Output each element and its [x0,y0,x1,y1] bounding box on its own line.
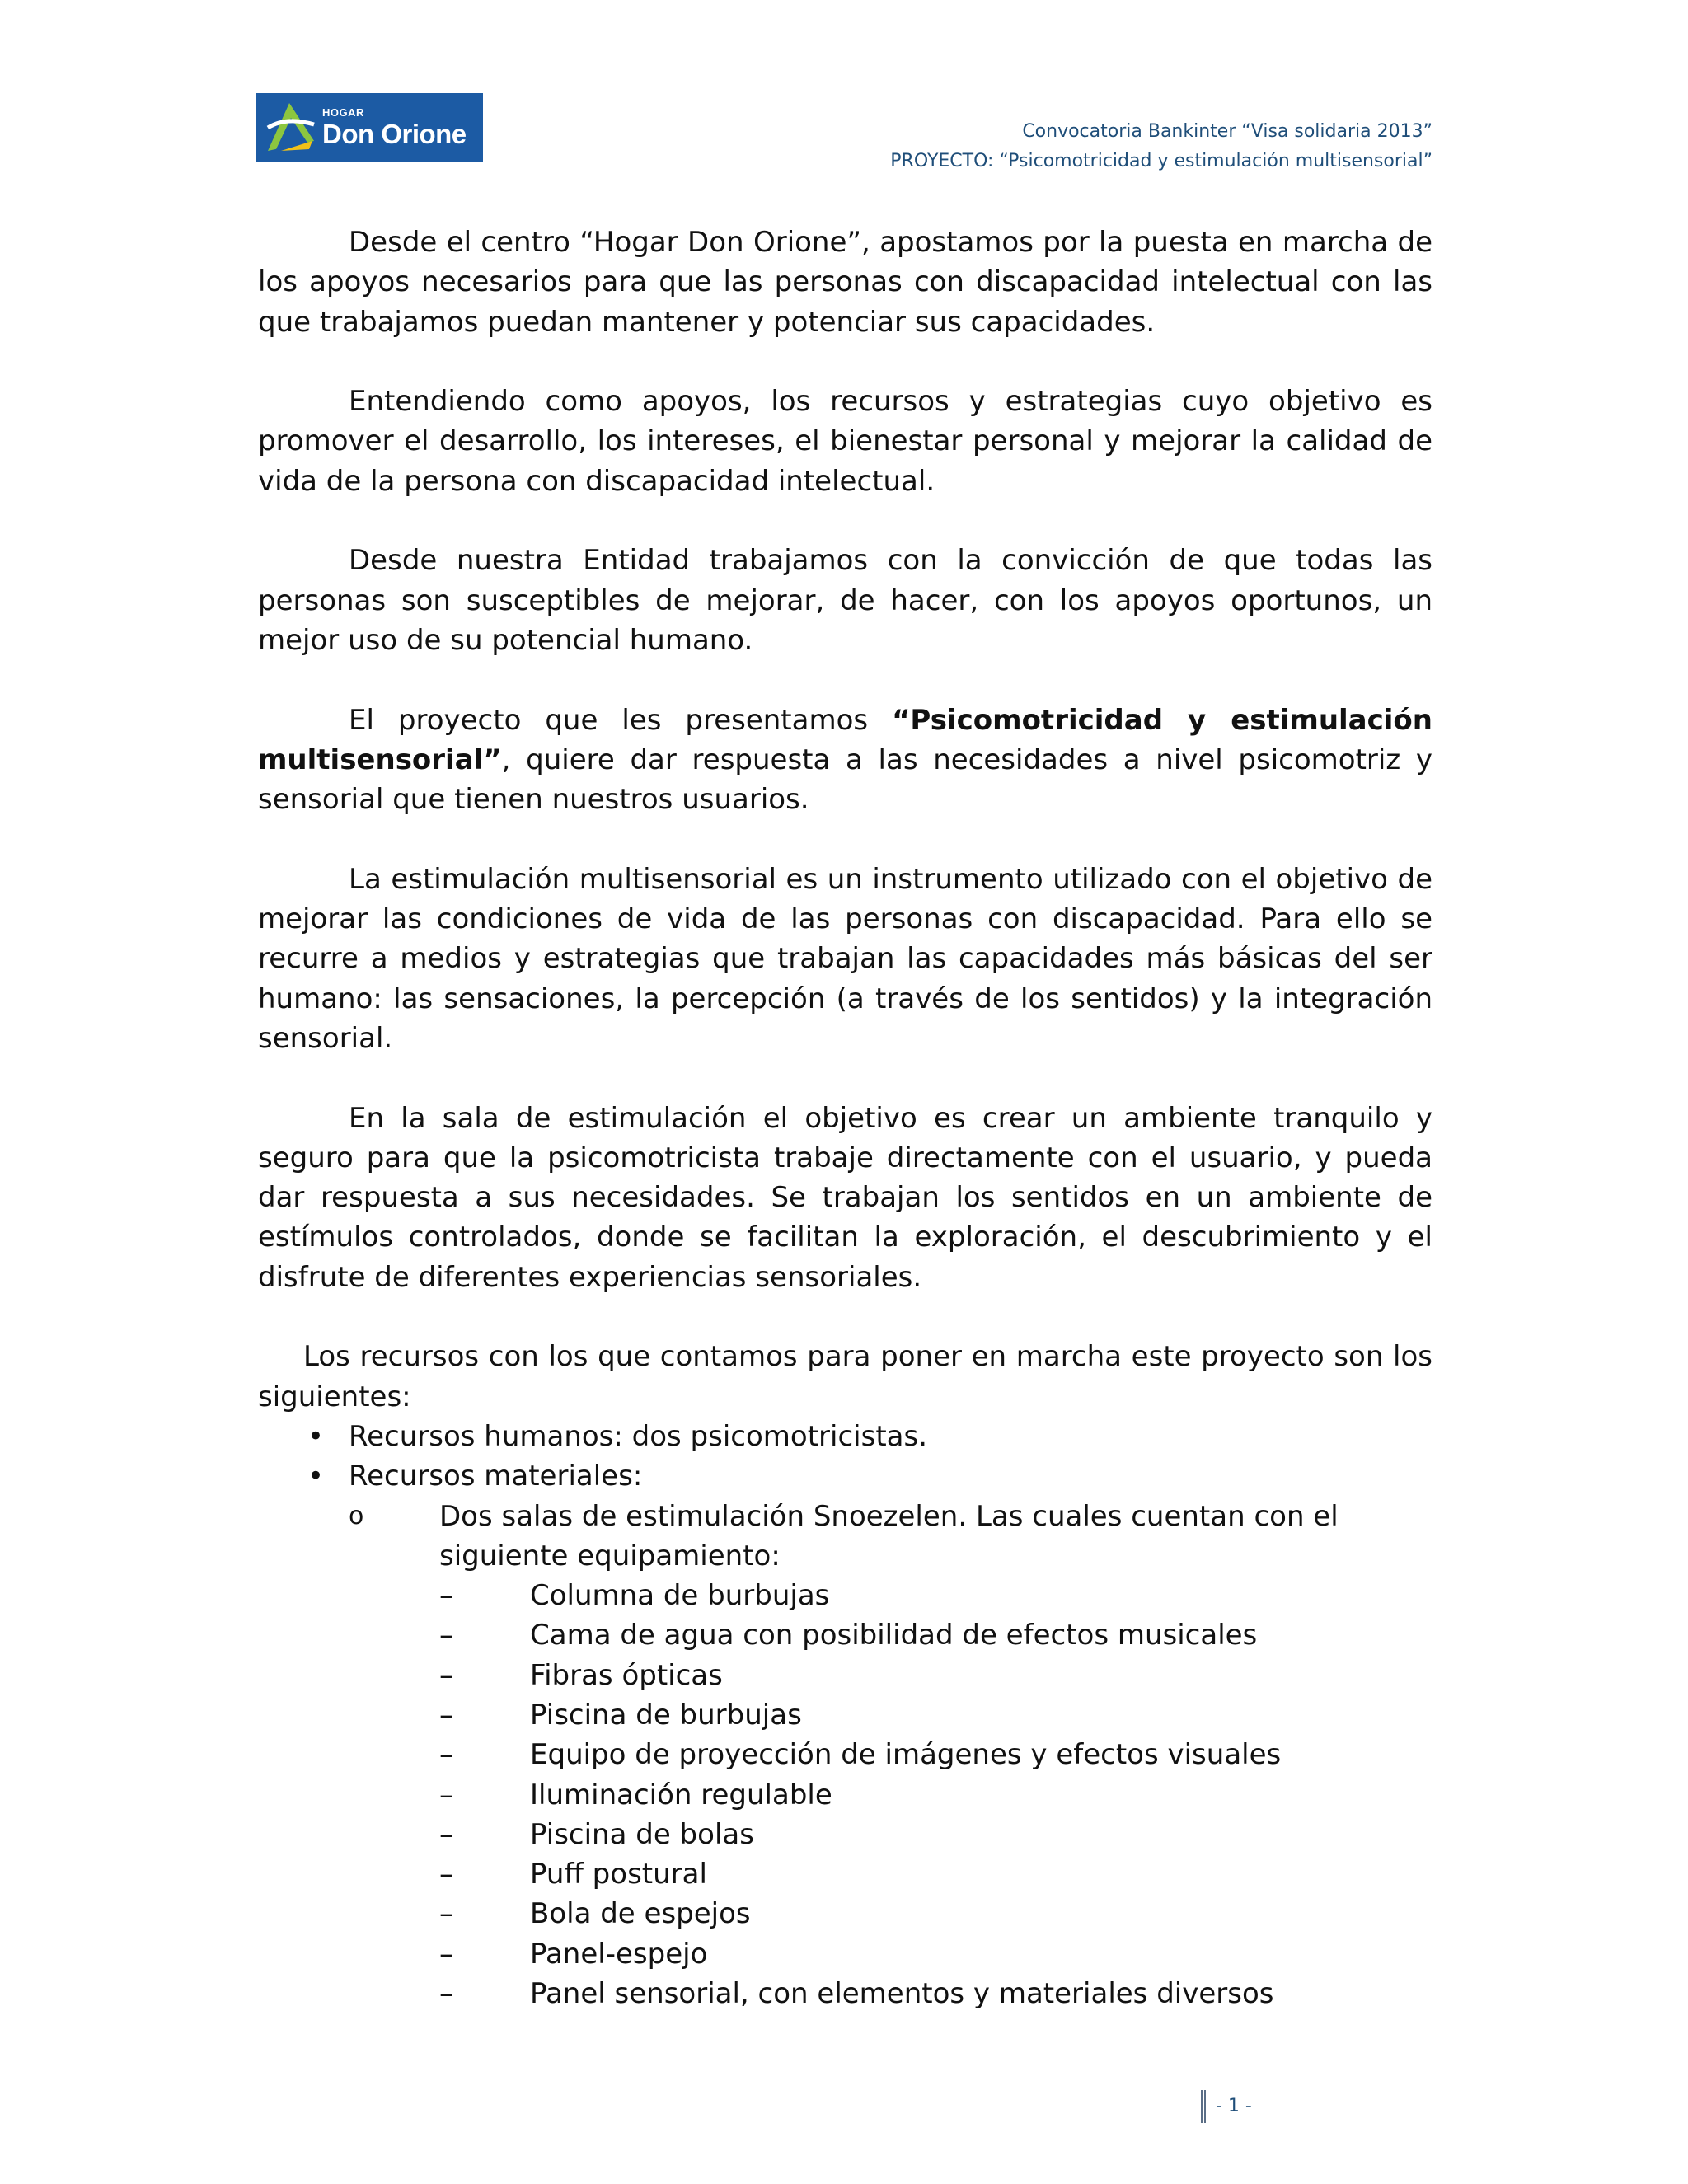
paragraph-5: La estimulación multisensorial es un instrumento utilizado con el objetivo de mejorar las condiciones de vida de las personas con discapacidad. Para ello se recurre a medios y estrategias que trabajan las capacidades más básicas del ser humano: las sensaciones, la percepción (a través de los sentidos) y la integración sensorial. [258,862,1432,1055]
logo-big-text: Don Orione [322,119,467,149]
equipment-item-text: Panel-espejo [530,1937,708,1971]
circle-marker: o [349,1501,364,1530]
logo-small-text: HOGAR [322,106,364,119]
equipment-item [439,1854,1432,1894]
header-line-1: Convocatoria Bankinter “Visa solidaria 2013” [1022,121,1432,142]
dash-marker: – [439,1937,453,1971]
equipment-item-text: Puff postural [530,1858,707,1891]
equipment-list [439,1576,1432,2013]
bullet-marker: • [307,1460,325,1493]
dash-marker: – [439,1698,453,1732]
sublist-item-text: Dos salas de estimulación Snoezelen. Las cuales cuentan con el siguiente equipamiento: [439,1499,1339,1572]
equipment-item [439,1934,1432,1974]
document-body [258,223,1432,2013]
equipment-item-text: Fibras ópticas [530,1658,723,1692]
list-item [258,1417,1432,1456]
equipment-item-text: Iluminación regulable [530,1778,832,1811]
equipment-item [439,1615,1432,1655]
dash-marker: – [439,1817,453,1851]
dash-marker: – [439,1619,453,1652]
equipment-item-text: Bola de espejos [530,1897,751,1931]
materials-sublist [349,1497,1432,2014]
header-line-2: PROYECTO: “Psicomotricidad y estimulación multisensorial” [890,151,1432,171]
equipment-item-text: Piscina de burbujas [530,1698,802,1732]
list-item [258,1456,1432,2013]
paragraph-4-rest: , quiere dar respuesta a las necesidades a nivel psicomotriz y sensorial que tienen nuestros usuarios. [258,743,1432,817]
list-item-text: Recursos humanos: dos psicomotricistas. [349,1419,928,1453]
equipment-item [439,1576,1432,1615]
dash-marker: – [439,1977,453,2011]
paragraph-2: Entendiendo como apoyos, los recursos y estrategias cuyo objetivo es promover el desarrollo, los intereses, el bienestar personal y mejorar la calidad de vida de la persona con discapacidad intelectual. [258,385,1432,498]
dash-marker: – [439,1658,453,1692]
hogar-don-orione-logo [256,93,483,162]
dash-marker: – [439,1738,453,1772]
dash-marker: – [439,1897,453,1931]
equipment-item-text: Piscina de bolas [530,1817,754,1851]
equipment-item-text: Cama de agua con posibilidad de efectos musicales [530,1619,1258,1652]
paragraph-4 [258,701,1432,820]
equipment-item [439,1656,1432,1695]
project-title: “Psicomotricidad y estimulación multisensorial” [258,703,1432,776]
logo-mark-icon [265,100,317,154]
equipment-item [439,1894,1432,1933]
list-item-text: Recursos materiales: [349,1460,643,1493]
paragraph-3: Desde nuestra Entidad trabajamos con la convicción de que todas las personas son susceptibles de mejorar, de hacer, con los apoyos oportunos, un mejor uso de su potencial humano. [258,544,1432,657]
equipment-item-text: Equipo de proyección de imágenes y efectos visuales [530,1738,1282,1772]
equipment-item-text: Panel sensorial, con elementos y materiales diversos [530,1977,1274,2011]
sublist-item [349,1497,1432,2014]
equipment-item [439,1815,1432,1854]
equipment-item [439,1735,1432,1774]
paragraph-7: Los recursos con los que contamos para poner en marcha este proyecto son los siguientes: [258,1340,1432,1413]
resources-list [258,1417,1432,2013]
equipment-item-text: Columna de burbujas [530,1579,830,1613]
equipment-item [439,1974,1432,2013]
bullet-marker: • [307,1419,325,1453]
paragraph-1: Desde el centro “Hogar Don Orione”, apostamos por la puesta en marcha de los apoyos necesarios para que las personas con discapacidad intelectual con las que trabajamos puedan mantener y potenciar sus capacidades. [258,226,1432,339]
equipment-item [439,1775,1432,1815]
dash-marker: – [439,1778,453,1811]
paragraph-4-lead: El proyecto que les presentamos [349,703,893,737]
dash-marker: – [439,1579,453,1613]
equipment-item [439,1695,1432,1735]
dash-marker: – [439,1858,453,1891]
page-number: - 1 - [1201,2090,1252,2123]
paragraph-6: En la sala de estimulación el objetivo es crear un ambiente tranquilo y seguro para que la psicomotricista trabaje directamente con el usuario, y pueda dar respuesta a sus necesidades. Se trabajan los sentidos en un ambiente de estímulos controlados, donde se facilitan la exploración, el descubrimiento y el disfrute de diferentes experiencias sensoriales. [258,1101,1432,1294]
